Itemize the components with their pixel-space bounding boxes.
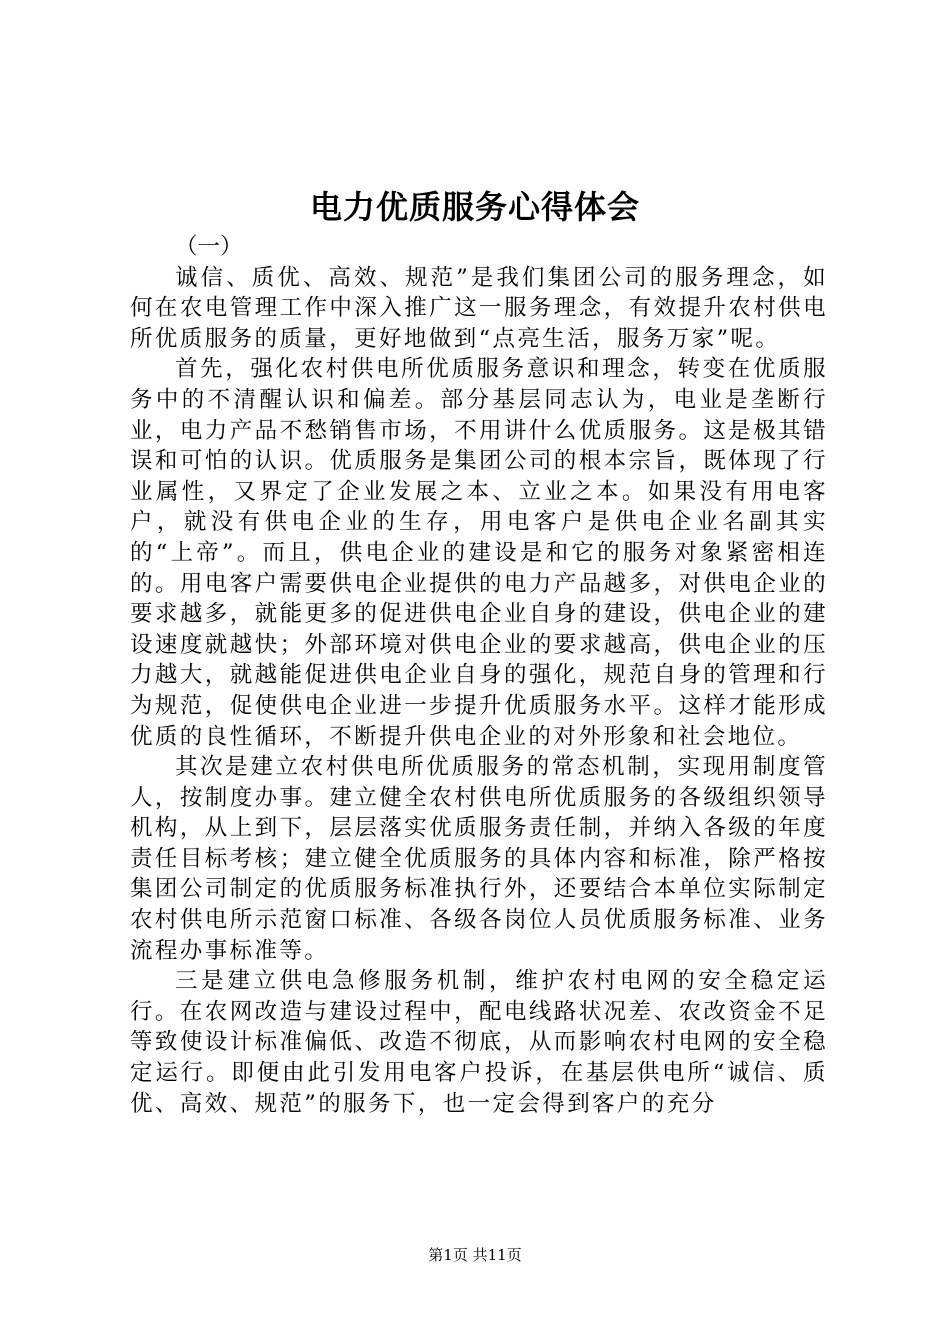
paragraph-2: 首先，强化农村供电所优质服务意识和理念，转变在优质服务中的不清醒认识和偏差。部分基层同志认为，电业是垄断行业，电力产品不愁销售市场，不用讲什么优质服务。这是极其错误和可怕的认识。优质服务是集团公司的根本宗旨，既体现了行业属性，又界定了企业发展之本、立业之本。如果没有用电客户，就没有供电企业的生存，用电客户是供电企业名副其实的“上帝”。而且，供电企业的建设是和它的服务对象紧密相连的。用电客户需要供电企业提供的电力产品越多，对供电企业的要求越多，就能更多的促进供电企业自身的建设，供电企业的建设速度就越快；外部环境对供电企业的要求越高，供电企业的压力越大，就越能促进供电企业自身的强化，规范自身的管理和行为规范，促使供电企业进一步提升优质服务水平。这样才能形成优质的良性循环，不断提升供电企业的对外形象和社会地位。 (130, 356, 828, 750)
paragraph-4: 三是建立供电急修服务机制，维护农村电网的安全稳定运行。在农网改造与建设过程中，配电线路状况差、农改资金不足等致使设计标准偏低、改造不彻底，从而影响农村电网的安全稳定运行。即便由此引发用电客户投诉，在基层供电所“诚信、质优、高效、规范”的服务下，也一定会得到客户的充分 (130, 968, 828, 1117)
page-number-footer: 第1页 共11页 (428, 1246, 522, 1264)
document-body (130, 232, 828, 1119)
section-subheading: （一） (175, 234, 243, 260)
document-title: 电力优质服务心得体会 (309, 188, 640, 226)
paragraph-1: 诚信、质优、高效、规范”是我们集团公司的服务理念，如何在农电管理工作中深入推广这一服务理念，有效提升农村供电所优质服务的质量，更好地做到“点亮生活，服务万家”呢。 (130, 264, 828, 352)
paragraph-3: 其次是建立农村供电所优质服务的常态机制，实现用制度管人，按制度办事。建立健全农村供电所优质服务的各级组织领导机构，从上到下，层层落实优质服务责任制，并纳入各级的年度责任目标考核；建立健全优质服务的具体内容和标准，除严格按集团公司制定的优质服务标准执行外，还要结合本单位实际制定农村供电所示范窗口标准、各级各岗位人员优质服务标准、业务流程办事标准等。 (130, 754, 828, 964)
